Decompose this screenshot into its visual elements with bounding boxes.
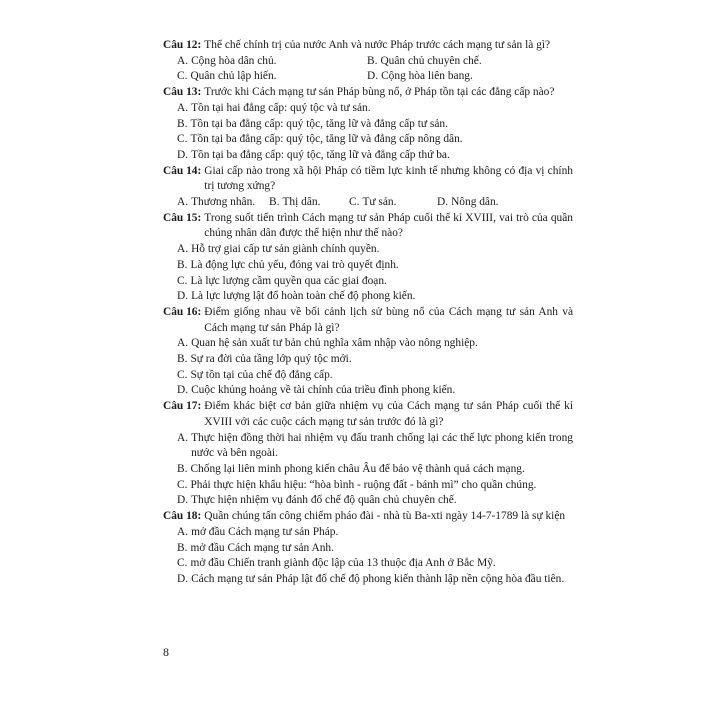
option-b: B. Là động lực chủ yếu, đóng vai trò quyết định. (177, 258, 399, 271)
question-12 (163, 38, 573, 85)
option-b: B. Thị dân. (269, 196, 321, 209)
question-number: Câu 13: (163, 86, 202, 99)
question-18 (163, 509, 573, 588)
option-d: D. Cuộc khủng hoảng về tài chính của triều đình phong kiến. (177, 384, 456, 397)
option-b: B. Sự ra đời của tầng lớp quý tộc mới. (177, 353, 352, 366)
question-number: Câu 17: (163, 400, 202, 413)
option-a: A. Hỗ trợ giai cấp tư sản giành chính quyền. (177, 243, 380, 256)
question-text: Trước khi Cách mạng tư sản Pháp bùng nổ, ở Pháp tồn tại các đẳng cấp nào? (204, 86, 555, 99)
question-16 (163, 305, 573, 399)
option-a: A. Thực hiện đồng thời hai nhiệm vụ đấu tranh chống lại các thế lực phong kiến trong nước và bên ngoài. (177, 431, 573, 460)
question-number: Câu 12: (163, 39, 202, 51)
question-text: Trong suốt tiến trình Cách mạng tư sản Pháp cuối thế kỉ XVIII, vai trò của quần chúng nhân dân được thể hiện như thế nào? (204, 211, 573, 240)
option-a: A. Cộng hòa dân chủ. (177, 54, 277, 67)
option-a: A. Quan hệ sản xuất tư bản chủ nghĩa xâm nhập vào nông nghiệp. (177, 337, 478, 350)
option-c: C. Tư sản. (349, 196, 397, 209)
option-c: C. Tồn tại ba đẳng cấp: quý tộc, tăng lữ và đẳng cấp nông dân. (177, 133, 463, 146)
option-a: A. Tồn tại hai đẳng cấp: quý tộc và tư sản. (177, 101, 371, 114)
question-15 (163, 211, 573, 305)
option-c: C. Quân chủ lập hiến. (177, 70, 277, 83)
question-17 (163, 399, 573, 509)
question-text: Điểm khác biệt cơ bản giữa nhiệm vụ của Cách mạng tư sản Pháp cuối thế kỉ XVIII với các cuộc cách mạng tư sản trước đó là gì? (204, 400, 573, 428)
option-b: B. Tồn tại ba đẳng cấp: quý tộc, tăng lữ và đẳng cấp tư sản. (177, 117, 448, 130)
question-number: Câu 15: (163, 211, 202, 224)
question-text: Điểm giống nhau về bối cảnh lịch sử bùng nổ của Cách mạng tư sản Anh và Cách mạng tư sản Pháp là gì? (204, 305, 573, 334)
question-list (163, 38, 573, 588)
option-d: D. Tồn tại ba đẳng cấp: quý tộc, tăng lữ và đẳng cấp thứ ba. (177, 148, 450, 161)
question-number: Câu 16: (163, 305, 202, 318)
option-d: D. Là lực lượng lật đổ hoàn toàn chế độ phong kiến. (177, 290, 416, 303)
option-c: C. Phải thực hiện khẩu hiệu: “hòa bình - ruộng đất - bánh mì” cho quần chúng. (177, 478, 537, 491)
option-b: B. mở đầu Cách mạng tư sản Anh. (177, 541, 334, 554)
question-text: Quần chúng tấn công chiếm pháo đài - nhà tù Ba-xti ngày 14-7-1789 là sự kiện (204, 510, 566, 523)
option-c: C. mở đầu Chiến tranh giành độc lập của 13 thuộc địa Anh ở Bắc Mỹ. (177, 557, 496, 570)
page-number: 8 (163, 645, 169, 659)
option-c: C. Sự tồn tại của chế độ đẳng cấp. (177, 368, 333, 381)
question-text: Thể chế chính trị của nước Anh và nước Pháp trước cách mạng tư sản là gì? (204, 39, 551, 51)
question-14 (163, 164, 573, 211)
question-text: Giai cấp nào trong xã hội Pháp có tiềm lực kinh tế nhưng không có địa vị chính trị tương xứng? (204, 164, 573, 193)
question-number: Câu 14: (163, 164, 202, 177)
option-a: A. Thương nhân. (177, 196, 256, 209)
option-d: D. Thực hiện nhiệm vụ đánh đổ chế độ quân chủ chuyên chế. (177, 494, 457, 507)
option-b: B. Chống lại liên minh phong kiến châu Âu để bảo vệ thành quả cách mạng. (177, 462, 525, 475)
option-a: A. mở đầu Cách mạng tư sản Pháp. (177, 525, 339, 538)
option-b: B. Quân chủ chuyên chế. (367, 54, 482, 67)
option-d: D. Nông dân. (437, 196, 499, 209)
option-d: D. Cộng hòa liên bang. (367, 70, 473, 83)
question-number: Câu 18: (163, 510, 202, 523)
question-13 (163, 85, 573, 164)
option-c: C. Là lực lượng cầm quyền qua các giai đoạn. (177, 274, 387, 287)
option-d: D. Cách mạng tư sản Pháp lật đổ chế độ phong kiến thành lập nền cộng hòa đầu tiên. (177, 572, 565, 585)
